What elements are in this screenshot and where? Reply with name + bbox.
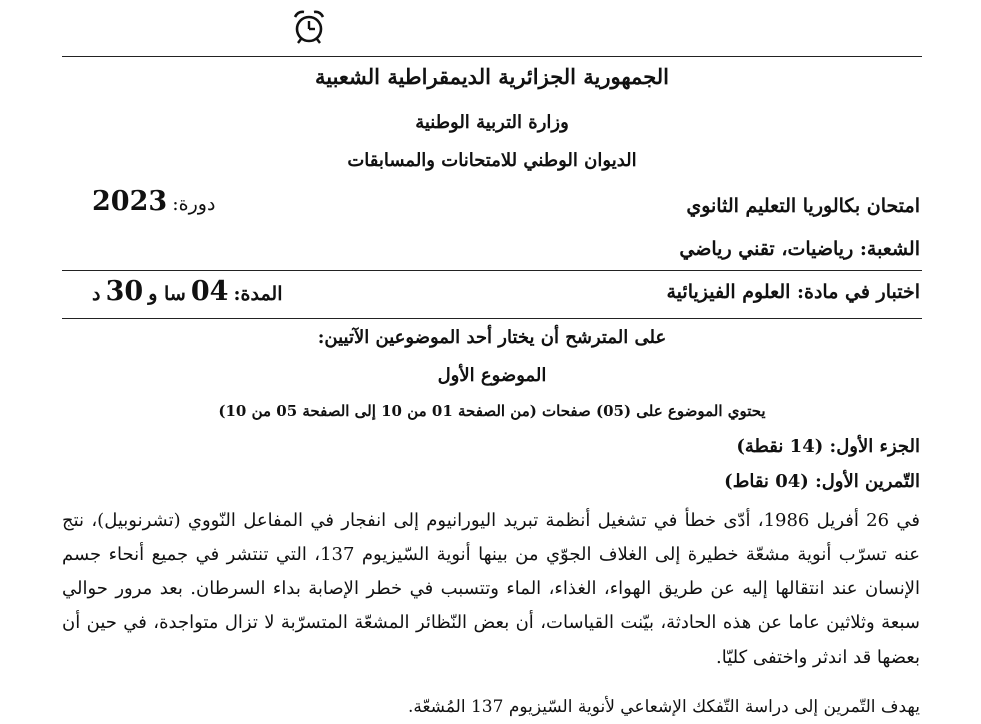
exercise-heading xyxy=(724,471,920,492)
choose-instruction: على المترشح أن يختار أحد الموضوعين الآتيين: xyxy=(317,327,667,348)
duration-hour-unit: سا و xyxy=(148,283,186,305)
topic-title: الموضوع الأول xyxy=(437,365,547,386)
duration-minute-unit: د xyxy=(92,283,101,305)
header-republic: الجمهورية الجزائرية الديمقراطية الشعبية xyxy=(314,64,669,89)
pages-note: يحتوي الموضوع على (05) صفحات (من الصفحة 01 من 10 إلى الصفحة 05 من 10) xyxy=(218,402,766,420)
exam-stream: الشعبة: رياضيات، تقني رياضي xyxy=(679,238,920,260)
duration-hours: 04 xyxy=(190,276,229,307)
paragraph-line: بعضها قد اندثر واختفى كليّا. xyxy=(716,647,920,668)
exercise-goal: يهدف التّمرين إلى دراسة التّفكك الإشعاعي لأنوية السّيزيوم 137 المُشعّة. xyxy=(407,697,920,717)
part-label: الجزء الأول: xyxy=(829,436,920,457)
alarm-clock-icon xyxy=(291,8,327,46)
exam-title: امتحان بكالوريا التعليم الثانوي xyxy=(686,195,920,217)
header-ministry: وزارة التربية الوطنية xyxy=(415,112,569,133)
duration-minutes: 30 xyxy=(105,276,144,307)
paragraph-line: في 26 أفريل 1986، أدّى خطأ في تشغيل أنظمة تبريد اليورانيوم إلى انفجار في المفاعل النّووي (تشرنوبيل)، نتج xyxy=(62,510,920,531)
session-label: دورة: xyxy=(172,193,216,215)
exercise-points: (04 نقاط) xyxy=(724,471,809,492)
paragraph-line: الإنسان عند انتقالها إليه عن طريق الهواء، الغذاء، الماء وتتسبب في خطر الإصابة بداء السرطان. بعد مرور حوالي xyxy=(62,578,920,599)
exercise-label: التّمرين الأول: xyxy=(815,471,920,492)
part-heading xyxy=(736,436,920,457)
session xyxy=(92,186,215,217)
paragraph-line: سبعة وثلاثين عاما عن هذه الحادثة، بيّنت القياسات، أن بعض النّظائر المشعّة المتسرّبة لا تزال متواجدة، في حين أن xyxy=(62,612,920,633)
exam-subject: اختبار في مادة: العلوم الفيزيائية xyxy=(666,281,920,303)
duration-label: المدة: xyxy=(233,283,283,305)
subject-divider xyxy=(62,318,922,319)
session-year: 2023 xyxy=(92,186,168,217)
duration xyxy=(92,276,283,307)
part-points: (14 نقطة) xyxy=(736,436,824,457)
mid-divider xyxy=(62,270,922,271)
paragraph-line: عنه تسرّب أنوية مشعّة خطيرة إلى الغلاف الجوّي من بينها أنوية السّيزيوم 137، التي تنتشر في جميع أنحاء جسم xyxy=(62,544,920,565)
header-office: الديوان الوطني للامتحانات والمسابقات xyxy=(347,150,637,171)
top-divider xyxy=(62,56,922,57)
